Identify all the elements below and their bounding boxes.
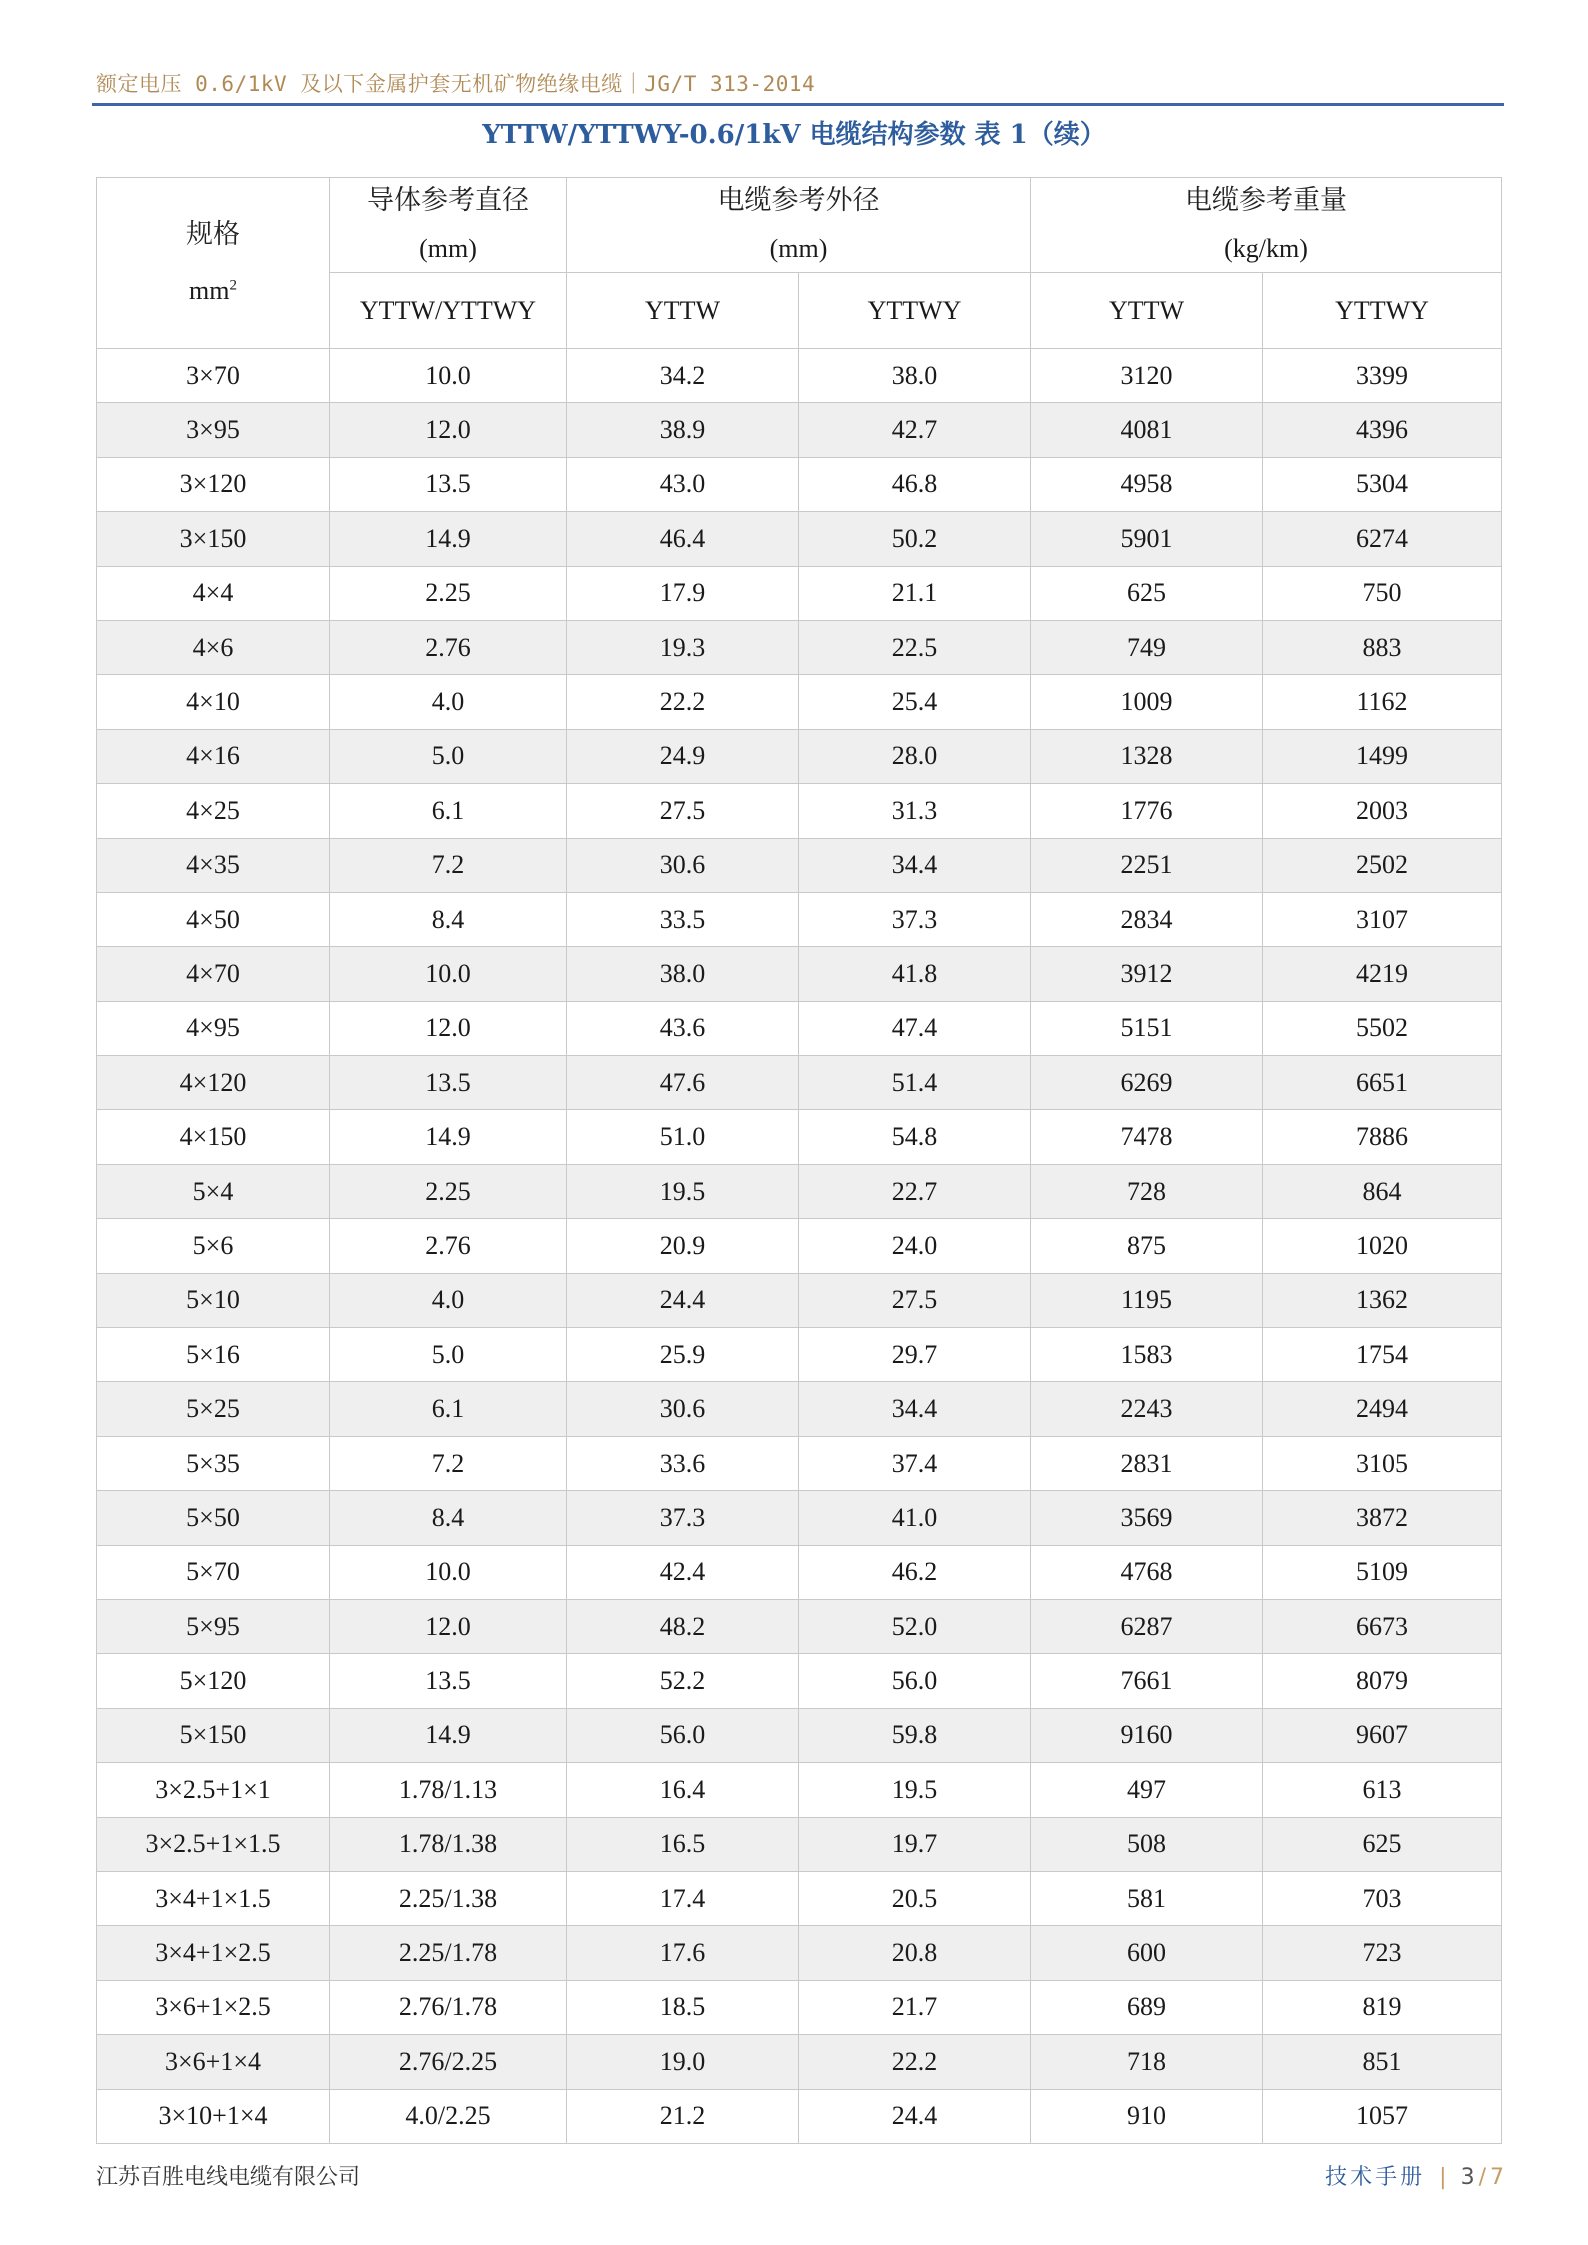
cell-weight-yttwy: 4396 xyxy=(1263,403,1502,457)
table-row xyxy=(97,892,1502,946)
cell-spec: 3×4+1×1.5 xyxy=(97,1871,330,1925)
cell-outer-yttw: 18.5 xyxy=(567,1980,799,2034)
cell-outer-yttwy: 41.8 xyxy=(799,947,1031,1001)
cell-conductor-diameter: 13.5 xyxy=(330,1654,567,1708)
cell-outer-yttw: 21.2 xyxy=(567,2089,799,2143)
cell-weight-yttwy: 2502 xyxy=(1263,838,1502,892)
cell-conductor-diameter: 10.0 xyxy=(330,349,567,403)
cell-outer-yttw: 24.9 xyxy=(567,729,799,783)
cell-outer-yttw: 34.2 xyxy=(567,349,799,403)
cell-weight-yttwy: 3105 xyxy=(1263,1436,1502,1490)
page-total: 7 xyxy=(1490,2165,1504,2190)
cell-weight-yttw: 2251 xyxy=(1031,838,1263,892)
document-header: 额定电压 0.6/1kV 及以下金属护套无机矿物绝缘电缆｜JG/T 313-2014 xyxy=(96,72,816,96)
table-row xyxy=(97,1926,1502,1980)
cell-weight-yttw: 1583 xyxy=(1031,1328,1263,1382)
cell-weight-yttw: 4081 xyxy=(1031,403,1263,457)
cell-weight-yttwy: 2003 xyxy=(1263,784,1502,838)
table-row xyxy=(97,2035,1502,2089)
cell-conductor-diameter: 2.76/2.25 xyxy=(330,2035,567,2089)
table-row xyxy=(97,1871,1502,1925)
cell-spec: 5×35 xyxy=(97,1436,330,1490)
cell-outer-yttwy: 25.4 xyxy=(799,675,1031,729)
cell-conductor-diameter: 4.0 xyxy=(330,1273,567,1327)
cell-outer-yttw: 19.3 xyxy=(567,620,799,674)
cell-spec: 5×10 xyxy=(97,1273,330,1327)
cell-weight-yttw: 2834 xyxy=(1031,892,1263,946)
cell-weight-yttwy: 5304 xyxy=(1263,457,1502,511)
subheader-outer-yttw: YTTW xyxy=(567,273,799,349)
cell-weight-yttwy: 819 xyxy=(1263,1980,1502,2034)
cell-weight-yttwy: 6673 xyxy=(1263,1599,1502,1653)
cell-outer-yttw: 17.9 xyxy=(567,566,799,620)
cell-conductor-diameter: 7.2 xyxy=(330,838,567,892)
cell-outer-yttw: 19.5 xyxy=(567,1164,799,1218)
cell-outer-yttwy: 54.8 xyxy=(799,1110,1031,1164)
cell-outer-yttwy: 47.4 xyxy=(799,1001,1031,1055)
cell-conductor-diameter: 13.5 xyxy=(330,457,567,511)
cell-outer-yttw: 24.4 xyxy=(567,1273,799,1327)
cell-weight-yttwy: 703 xyxy=(1263,1871,1502,1925)
cell-weight-yttwy: 1057 xyxy=(1263,2089,1502,2143)
cell-outer-yttw: 52.2 xyxy=(567,1654,799,1708)
cell-weight-yttwy: 1499 xyxy=(1263,729,1502,783)
cell-spec: 4×16 xyxy=(97,729,330,783)
cell-conductor-diameter: 14.9 xyxy=(330,512,567,566)
cell-conductor-diameter: 5.0 xyxy=(330,1328,567,1382)
cell-outer-yttw: 46.4 xyxy=(567,512,799,566)
cell-outer-yttwy: 37.3 xyxy=(799,892,1031,946)
cell-spec: 4×120 xyxy=(97,1056,330,1110)
cell-spec: 5×150 xyxy=(97,1708,330,1762)
cell-spec: 5×16 xyxy=(97,1328,330,1382)
cell-outer-yttw: 48.2 xyxy=(567,1599,799,1653)
table-row xyxy=(97,675,1502,729)
cell-weight-yttw: 4768 xyxy=(1031,1545,1263,1599)
footer-separator: | xyxy=(1439,2165,1447,2190)
cell-spec: 4×70 xyxy=(97,947,330,1001)
cell-weight-yttwy: 6651 xyxy=(1263,1056,1502,1110)
header-spec-unit: $mm^2$ xyxy=(189,275,237,305)
cell-weight-yttwy: 8079 xyxy=(1263,1654,1502,1708)
table-row xyxy=(97,1654,1502,1708)
cell-spec: 5×50 xyxy=(97,1491,330,1545)
cell-spec: 5×95 xyxy=(97,1599,330,1653)
cell-weight-yttw: 497 xyxy=(1031,1763,1263,1817)
table-row xyxy=(97,1545,1502,1599)
manual-label: 技术手册 xyxy=(1325,2165,1426,2190)
cell-spec: 4×150 xyxy=(97,1110,330,1164)
cell-conductor-diameter: 4.0/2.25 xyxy=(330,2089,567,2143)
cell-conductor-diameter: 10.0 xyxy=(330,947,567,1001)
cell-outer-yttwy: 20.5 xyxy=(799,1871,1031,1925)
table-row xyxy=(97,1436,1502,1490)
cell-spec: 4×4 xyxy=(97,566,330,620)
cell-outer-yttwy: 22.5 xyxy=(799,620,1031,674)
cell-outer-yttwy: 21.1 xyxy=(799,566,1031,620)
cell-spec: 3×70 xyxy=(97,349,330,403)
cell-spec: 4×35 xyxy=(97,838,330,892)
cell-weight-yttwy: 864 xyxy=(1263,1164,1502,1218)
cell-spec: 3×120 xyxy=(97,457,330,511)
cell-spec: 3×2.5+1×1.5 xyxy=(97,1817,330,1871)
cell-outer-yttw: 16.4 xyxy=(567,1763,799,1817)
cell-weight-yttw: 3120 xyxy=(1031,349,1263,403)
cell-conductor-diameter: 8.4 xyxy=(330,1491,567,1545)
cell-outer-yttwy: 20.8 xyxy=(799,1926,1031,1980)
cell-outer-yttw: 16.5 xyxy=(567,1817,799,1871)
cell-weight-yttwy: 883 xyxy=(1263,620,1502,674)
cell-weight-yttw: 6287 xyxy=(1031,1599,1263,1653)
cell-spec: 3×150 xyxy=(97,512,330,566)
cell-outer-yttwy: 41.0 xyxy=(799,1491,1031,1545)
cell-conductor-diameter: 1.78/1.13 xyxy=(330,1763,567,1817)
cell-weight-yttw: 875 xyxy=(1031,1219,1263,1273)
cell-outer-yttw: 37.3 xyxy=(567,1491,799,1545)
cell-spec: 5×120 xyxy=(97,1654,330,1708)
cell-conductor-diameter: 2.25 xyxy=(330,566,567,620)
cell-spec: 3×6+1×4 xyxy=(97,2035,330,2089)
cell-outer-yttw: 20.9 xyxy=(567,1219,799,1273)
cell-conductor-diameter: 2.25/1.38 xyxy=(330,1871,567,1925)
cell-spec: 3×4+1×2.5 xyxy=(97,1926,330,1980)
cell-outer-yttwy: 29.7 xyxy=(799,1328,1031,1382)
cell-outer-yttwy: 22.2 xyxy=(799,2035,1031,2089)
cell-weight-yttwy: 1020 xyxy=(1263,1219,1502,1273)
table-row xyxy=(97,784,1502,838)
cell-outer-yttw: 33.5 xyxy=(567,892,799,946)
cell-conductor-diameter: 7.2 xyxy=(330,1436,567,1490)
table-row xyxy=(97,1599,1502,1653)
table-row xyxy=(97,566,1502,620)
cell-outer-yttw: 33.6 xyxy=(567,1436,799,1490)
header-outer-diameter: 电缆参考外径 (mm) xyxy=(567,178,1031,273)
cell-weight-yttwy: 723 xyxy=(1263,1926,1502,1980)
table-row xyxy=(97,1056,1502,1110)
cell-weight-yttw: 1776 xyxy=(1031,784,1263,838)
cell-outer-yttw: 43.6 xyxy=(567,1001,799,1055)
cell-outer-yttw: 47.6 xyxy=(567,1056,799,1110)
cell-conductor-diameter: 13.5 xyxy=(330,1056,567,1110)
cell-outer-yttwy: 19.5 xyxy=(799,1763,1031,1817)
cell-conductor-diameter: 5.0 xyxy=(330,729,567,783)
cell-conductor-diameter: 8.4 xyxy=(330,892,567,946)
table-row xyxy=(97,349,1502,403)
table-row xyxy=(97,947,1502,1001)
cell-spec: 3×6+1×2.5 xyxy=(97,1980,330,2034)
cell-outer-yttwy: 27.5 xyxy=(799,1273,1031,1327)
cell-weight-yttw: 508 xyxy=(1031,1817,1263,1871)
cell-outer-yttw: 17.6 xyxy=(567,1926,799,1980)
cell-spec: 5×4 xyxy=(97,1164,330,1218)
cell-conductor-diameter: 6.1 xyxy=(330,784,567,838)
cell-conductor-diameter: 1.78/1.38 xyxy=(330,1817,567,1871)
page-footer xyxy=(1325,2160,1504,2191)
cell-weight-yttwy: 4219 xyxy=(1263,947,1502,1001)
cell-weight-yttw: 3912 xyxy=(1031,947,1263,1001)
cell-weight-yttwy: 750 xyxy=(1263,566,1502,620)
cell-conductor-diameter: 12.0 xyxy=(330,1599,567,1653)
subheader-outer-yttwy: YTTWY xyxy=(799,273,1031,349)
subheader-weight-yttwy: YTTWY xyxy=(1263,273,1502,349)
cell-conductor-diameter: 4.0 xyxy=(330,675,567,729)
cell-weight-yttwy: 9607 xyxy=(1263,1708,1502,1762)
cell-conductor-diameter: 2.76 xyxy=(330,620,567,674)
header-conductor-diameter: 导体参考直径 (mm) xyxy=(330,178,567,273)
cell-weight-yttw: 2243 xyxy=(1031,1382,1263,1436)
cell-spec: 4×25 xyxy=(97,784,330,838)
cell-outer-yttw: 25.9 xyxy=(567,1328,799,1382)
table-row xyxy=(97,729,1502,783)
cell-weight-yttw: 600 xyxy=(1031,1926,1263,1980)
cell-outer-yttwy: 38.0 xyxy=(799,349,1031,403)
cell-conductor-diameter: 10.0 xyxy=(330,1545,567,1599)
page-current: 3 xyxy=(1460,2165,1475,2190)
cell-spec: 4×10 xyxy=(97,675,330,729)
cell-outer-yttw: 22.2 xyxy=(567,675,799,729)
cell-outer-yttwy: 22.7 xyxy=(799,1164,1031,1218)
cell-weight-yttw: 3569 xyxy=(1031,1491,1263,1545)
table-row xyxy=(97,2089,1502,2143)
table-row xyxy=(97,620,1502,674)
cell-outer-yttwy: 46.2 xyxy=(799,1545,1031,1599)
cell-weight-yttw: 1195 xyxy=(1031,1273,1263,1327)
table-row xyxy=(97,1110,1502,1164)
cell-conductor-diameter: 2.76/1.78 xyxy=(330,1980,567,2034)
cell-outer-yttwy: 34.4 xyxy=(799,838,1031,892)
cell-outer-yttw: 27.5 xyxy=(567,784,799,838)
cell-outer-yttw: 56.0 xyxy=(567,1708,799,1762)
header-weight: 电缆参考重量 (kg/km) xyxy=(1031,178,1502,273)
cell-weight-yttwy: 5109 xyxy=(1263,1545,1502,1599)
cell-weight-yttw: 9160 xyxy=(1031,1708,1263,1762)
cell-outer-yttw: 30.6 xyxy=(567,838,799,892)
cell-weight-yttw: 7661 xyxy=(1031,1654,1263,1708)
cell-weight-yttwy: 613 xyxy=(1263,1763,1502,1817)
company-name: 江苏百胜电线电缆有限公司 xyxy=(96,2165,361,2190)
cell-outer-yttw: 17.4 xyxy=(567,1871,799,1925)
cell-outer-yttw: 43.0 xyxy=(567,457,799,511)
cell-weight-yttw: 749 xyxy=(1031,620,1263,674)
cell-weight-yttw: 689 xyxy=(1031,1980,1263,2034)
cell-weight-yttwy: 625 xyxy=(1263,1817,1502,1871)
table-row xyxy=(97,403,1502,457)
table-row xyxy=(97,457,1502,511)
table-row xyxy=(97,1164,1502,1218)
cell-conductor-diameter: 14.9 xyxy=(330,1110,567,1164)
table-row xyxy=(97,1491,1502,1545)
table-row xyxy=(97,1763,1502,1817)
cell-weight-yttwy: 1162 xyxy=(1263,675,1502,729)
cell-weight-yttw: 1009 xyxy=(1031,675,1263,729)
cell-weight-yttw: 728 xyxy=(1031,1164,1263,1218)
cell-spec: 4×6 xyxy=(97,620,330,674)
cell-outer-yttwy: 59.8 xyxy=(799,1708,1031,1762)
cell-weight-yttw: 581 xyxy=(1031,1871,1263,1925)
table-row xyxy=(97,1001,1502,1055)
table-header xyxy=(97,178,1502,349)
table-row xyxy=(97,1708,1502,1762)
cell-weight-yttwy: 3107 xyxy=(1263,892,1502,946)
cell-conductor-diameter: 6.1 xyxy=(330,1382,567,1436)
cell-weight-yttw: 718 xyxy=(1031,2035,1263,2089)
cell-outer-yttwy: 56.0 xyxy=(799,1654,1031,1708)
cell-outer-yttwy: 28.0 xyxy=(799,729,1031,783)
cell-weight-yttwy: 1754 xyxy=(1263,1328,1502,1382)
cell-weight-yttwy: 851 xyxy=(1263,2035,1502,2089)
cell-weight-yttw: 5151 xyxy=(1031,1001,1263,1055)
cell-weight-yttwy: 5502 xyxy=(1263,1001,1502,1055)
table-row xyxy=(97,838,1502,892)
cell-conductor-diameter: 2.25 xyxy=(330,1164,567,1218)
cell-weight-yttw: 6269 xyxy=(1031,1056,1263,1110)
cell-weight-yttwy: 3872 xyxy=(1263,1491,1502,1545)
cell-outer-yttwy: 21.7 xyxy=(799,1980,1031,2034)
cell-weight-yttw: 4958 xyxy=(1031,457,1263,511)
subheader-weight-yttw: YTTW xyxy=(1031,273,1263,349)
cell-conductor-diameter: 12.0 xyxy=(330,1001,567,1055)
cell-weight-yttwy: 3399 xyxy=(1263,349,1502,403)
cell-spec: 3×2.5+1×1 xyxy=(97,1763,330,1817)
cell-outer-yttwy: 24.0 xyxy=(799,1219,1031,1273)
cell-conductor-diameter: 14.9 xyxy=(330,1708,567,1762)
cell-weight-yttwy: 2494 xyxy=(1263,1382,1502,1436)
table-row xyxy=(97,1273,1502,1327)
cell-spec: 5×6 xyxy=(97,1219,330,1273)
cell-outer-yttwy: 42.7 xyxy=(799,403,1031,457)
cell-weight-yttwy: 1362 xyxy=(1263,1273,1502,1327)
table-row xyxy=(97,1219,1502,1273)
cell-weight-yttw: 910 xyxy=(1031,2089,1263,2143)
cell-weight-yttw: 625 xyxy=(1031,566,1263,620)
cell-spec: 4×95 xyxy=(97,1001,330,1055)
cell-outer-yttwy: 31.3 xyxy=(799,784,1031,838)
cell-outer-yttwy: 37.4 xyxy=(799,1436,1031,1490)
table-body xyxy=(97,349,1502,2144)
cell-spec: 3×10+1×4 xyxy=(97,2089,330,2143)
cell-outer-yttw: 19.0 xyxy=(567,2035,799,2089)
cell-outer-yttwy: 19.7 xyxy=(799,1817,1031,1871)
header-spec-label: 规格 xyxy=(186,219,240,251)
cell-outer-yttw: 38.9 xyxy=(567,403,799,457)
cell-weight-yttw: 2831 xyxy=(1031,1436,1263,1490)
table-title: YTTW/YTTWY-0.6/1kV 电缆结构参数 表 1（续） xyxy=(482,120,1106,150)
table-row xyxy=(97,1328,1502,1382)
cell-conductor-diameter: 12.0 xyxy=(330,403,567,457)
cell-outer-yttwy: 24.4 xyxy=(799,2089,1031,2143)
cell-spec: 5×70 xyxy=(97,1545,330,1599)
table-row xyxy=(97,1817,1502,1871)
cell-weight-yttwy: 7886 xyxy=(1263,1110,1502,1164)
cell-outer-yttwy: 34.4 xyxy=(799,1382,1031,1436)
cell-weight-yttw: 5901 xyxy=(1031,512,1263,566)
cell-outer-yttwy: 46.8 xyxy=(799,457,1031,511)
cable-parameter-table xyxy=(96,177,1502,2144)
header-spec xyxy=(97,178,330,349)
table-row xyxy=(97,1382,1502,1436)
cell-outer-yttwy: 51.4 xyxy=(799,1056,1031,1110)
subheader-conductor: YTTW/YTTWY xyxy=(330,273,567,349)
cell-outer-yttwy: 50.2 xyxy=(799,512,1031,566)
cell-outer-yttw: 30.6 xyxy=(567,1382,799,1436)
header-divider xyxy=(92,103,1504,106)
cell-weight-yttw: 1328 xyxy=(1031,729,1263,783)
cell-spec: 5×25 xyxy=(97,1382,330,1436)
page-slash: / xyxy=(1478,2165,1486,2190)
cell-weight-yttwy: 6274 xyxy=(1263,512,1502,566)
table-row xyxy=(97,1980,1502,2034)
cell-spec: 3×95 xyxy=(97,403,330,457)
cell-outer-yttwy: 52.0 xyxy=(799,1599,1031,1653)
cell-outer-yttw: 38.0 xyxy=(567,947,799,1001)
cell-spec: 4×50 xyxy=(97,892,330,946)
cell-conductor-diameter: 2.76 xyxy=(330,1219,567,1273)
cell-outer-yttw: 51.0 xyxy=(567,1110,799,1164)
cell-outer-yttw: 42.4 xyxy=(567,1545,799,1599)
cell-conductor-diameter: 2.25/1.78 xyxy=(330,1926,567,1980)
table-row xyxy=(97,512,1502,566)
cell-weight-yttw: 7478 xyxy=(1031,1110,1263,1164)
